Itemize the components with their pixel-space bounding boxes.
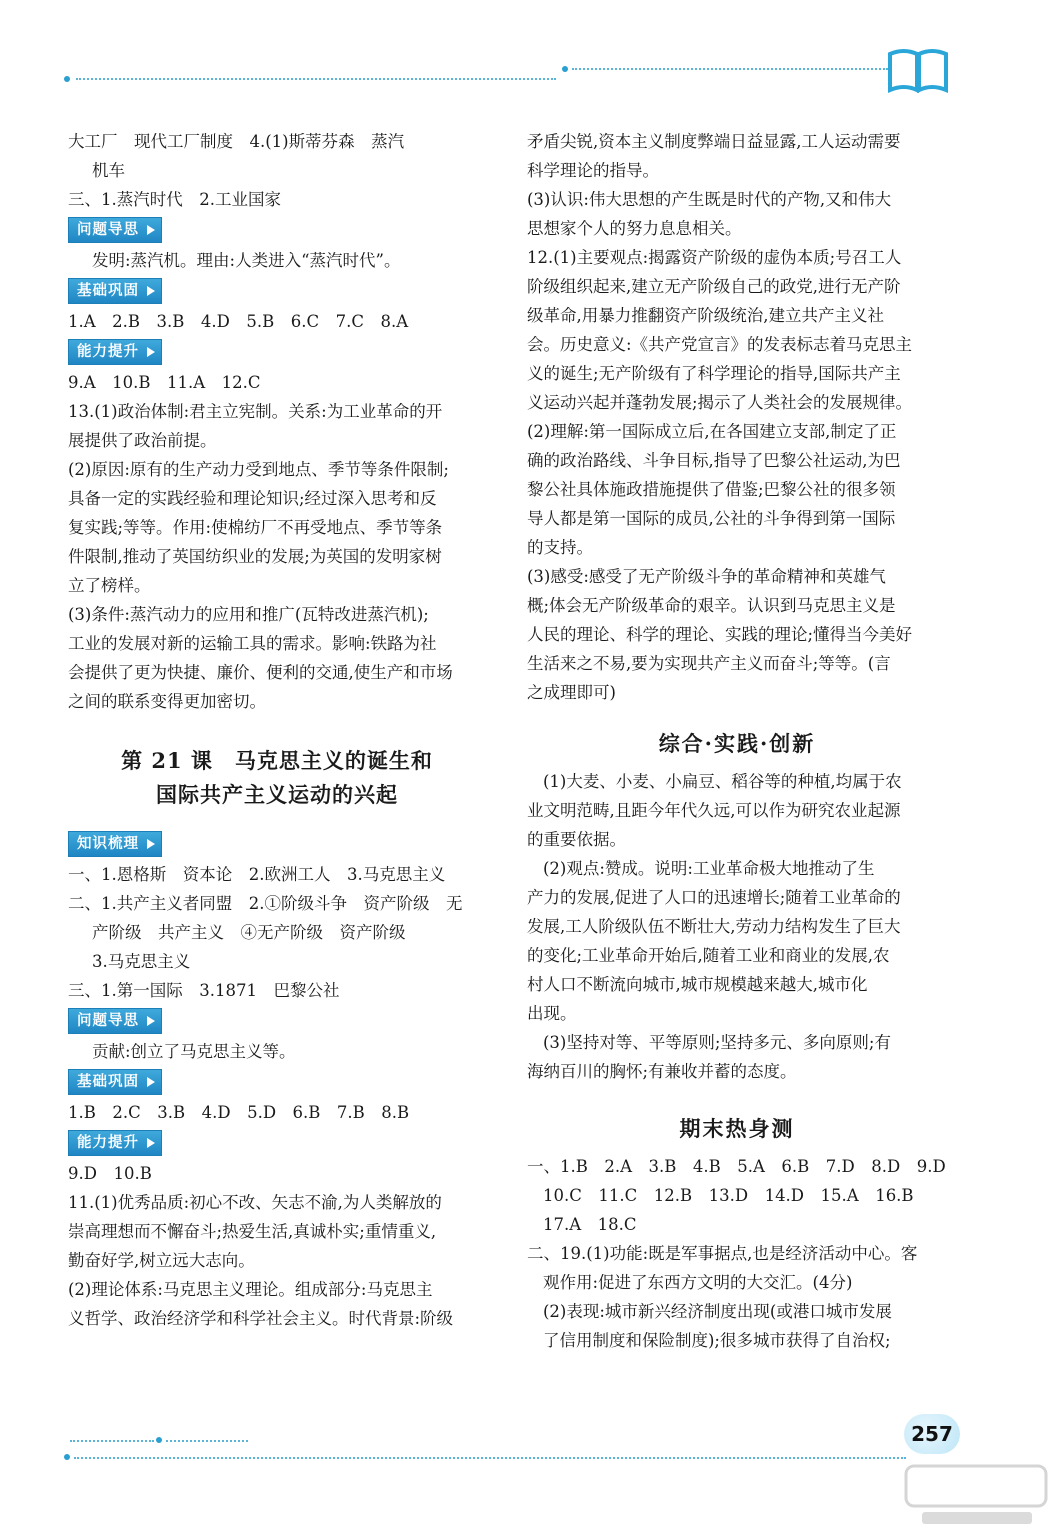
- answer-line: (3)条件:蒸汽动力的应用和推广(瓦特改进蒸汽机);: [68, 605, 429, 624]
- answer-block: [68, 397, 486, 716]
- answer-line: 9.D 10.B: [68, 1164, 152, 1183]
- answer-line: 义哲学、政治经济学和科学社会主义。时代背景:阶级: [68, 1309, 454, 1328]
- answer-block: [527, 1152, 947, 1355]
- open-book-icon: [886, 46, 950, 94]
- answer-line: 崇高理想而不懈奋斗;热爱生活,真诚朴实;重情重义,: [68, 1222, 437, 1241]
- answer-block: [527, 127, 947, 707]
- footer-dot: [64, 1454, 70, 1460]
- answer-line: 9.A 10.B 11.A 12.C: [68, 373, 261, 392]
- play-arrow-icon: [147, 286, 155, 296]
- answer-line: 机车: [92, 161, 125, 180]
- answer-line: (2)理论体系:马克思主义理论。组成部分:马克思主: [68, 1280, 433, 1299]
- answer-line: 10.C 11.C 12.B 13.D 14.D 15.A 16.B: [543, 1186, 914, 1205]
- answer-line: 的变化;工业革命开始后,随着工业和商业的发展,农: [527, 946, 890, 965]
- page-number: 257: [904, 1414, 960, 1454]
- section-tag: 能力提升: [68, 339, 162, 365]
- section-title: 期末热身测: [679, 1116, 795, 1141]
- footer-dotted-line: [166, 1440, 248, 1442]
- right-column: [527, 127, 947, 1355]
- answer-line: (1)大麦、小麦、小扁豆、稻谷等的种植,均属于农: [543, 772, 902, 791]
- answer-line: 二、19.(1)功能:既是军事据点,也是经济活动中心。客: [527, 1244, 918, 1263]
- answer-block: [527, 767, 947, 1086]
- answer-line: 展提供了政治前提。: [68, 431, 217, 450]
- header-dotted-line: [572, 68, 888, 70]
- answer-line: 发展,工人阶级队伍不断壮大,劳动力结构发生了巨大: [527, 917, 901, 936]
- footer-dot: [156, 1437, 162, 1443]
- answer-line: 海纳百川的胸怀;有兼收并蓄的态度。: [527, 1062, 797, 1081]
- answer-line: 义运动兴起并蓬勃发展;揭示了人类社会的发展规律。: [527, 393, 913, 412]
- section-tag: 问题导思: [68, 217, 162, 243]
- answer-line: 科学理论的指导。: [527, 161, 659, 180]
- answer-line: 村人口不断流向城市,城市规模越来越大,城市化: [527, 975, 868, 994]
- play-arrow-icon: [147, 1138, 155, 1148]
- answer-line: (2)观点:赞成。说明:工业革命极大地推动了生: [543, 859, 875, 878]
- play-arrow-icon: [147, 1077, 155, 1087]
- answer-line: 11.(1)优秀品质:初心不改、矢志不渝,为人类解放的: [68, 1193, 442, 1212]
- section-tag: 问题导思: [68, 1008, 162, 1034]
- answer-line: 观作用:促进了东西方文明的大交汇。(4分): [543, 1273, 853, 1292]
- answer-line: 业文明范畴,且距今年代久远,可以作为研究农业起源: [527, 801, 901, 820]
- answer-line: 概;体会无产阶级革命的艰辛。认识到马克思主义是: [527, 596, 896, 615]
- answer-line: 级革命,用暴力推翻资产阶级统治,建立共产主义社: [527, 306, 884, 325]
- answer-line: 二、1.共产主义者同盟 2.①阶级斗争 资产阶级 无: [68, 894, 463, 913]
- answer-line: (2)原因:原有的生产动力受到地点、季节等条件限制;: [68, 460, 449, 479]
- answer-block: [68, 860, 486, 1005]
- answer-line: 件限制,推动了英国纺织业的发展;为英国的发明家树: [68, 547, 442, 566]
- answer-line: (3)坚持对等、平等原则;坚持多元、多向原则;有: [543, 1033, 891, 1052]
- answer-line: 生活来之不易,要为实现共产主义而奋斗;等等。(言: [527, 654, 891, 673]
- answer-line: 勤奋好学,树立远大志向。: [68, 1251, 255, 1270]
- answer-line: 了信用制度和保险制度);很多城市获得了自治权;: [543, 1331, 891, 1350]
- section-tag: 知识梳理: [68, 831, 162, 857]
- answer-line: 产阶级 共产主义 ④无产阶级 资产阶级: [92, 923, 406, 942]
- answer-line: 之间的联系变得更加密切。: [68, 692, 266, 711]
- left-column: [68, 127, 486, 1333]
- answer-line: 立了榜样。: [68, 576, 151, 595]
- watermark-logo: [902, 1460, 1052, 1530]
- answer-line: 一、1.B 2.A 3.B 4.B 5.A 6.B 7.D 8.D 9.D: [527, 1157, 946, 1176]
- footer-dotted-line: [74, 1457, 906, 1459]
- answer-line: 1.B 2.C 3.B 4.D 5.D 6.B 7.B 8.B: [68, 1103, 410, 1122]
- play-arrow-icon: [147, 225, 155, 235]
- header-dotted-line: [76, 78, 556, 80]
- answer-line: 1.A 2.B 3.B 4.D 5.B 6.C 7.C 8.A: [68, 312, 409, 331]
- answer-line: 复实践;等等。作用:使棉纺厂不再受地点、季节等条: [68, 518, 443, 537]
- answer-line: (2)表现:城市新兴经济制度出现(或港口城市发展: [543, 1302, 892, 1321]
- answer-line: 导人都是第一国际的成员,公社的斗争得到第一国际: [527, 509, 896, 528]
- lesson-title: 第 21 课 马克思主义的诞生和 国际共产主义运动的兴起: [121, 748, 433, 807]
- answer-line: 义的诞生;无产阶级有了科学理论的指导,国际共产主: [527, 364, 901, 383]
- answer-line: 会。历史意义:《共产党宣言》的发表标志着马克思主: [527, 335, 913, 354]
- answer-line: 黎公社具体施政措施提供了借鉴;巴黎公社的很多领: [527, 480, 896, 499]
- answer-line: 3.马克思主义: [92, 952, 191, 971]
- play-arrow-icon: [147, 1016, 155, 1026]
- answer-line: 发明:蒸汽机。理由:人类进入“蒸汽时代”。: [92, 251, 401, 270]
- answer-line: 确的政治路线、斗争目标,指导了巴黎公社运动,为巴: [527, 451, 901, 470]
- play-arrow-icon: [147, 347, 155, 357]
- answer-line: 产力的发展,促进了人口的迅速增长;随着工业革命的: [527, 888, 901, 907]
- answer-line: 的支持。: [527, 538, 593, 557]
- answer-block: [68, 127, 486, 214]
- answer-line: 矛盾尖锐,资本主义制度弊端日益显露,工人运动需要: [527, 132, 901, 151]
- answer-line: 工业的发展对新的运输工具的需求。影响:铁路为社: [68, 634, 437, 653]
- answer-line: 大工厂 现代工厂制度 4.(1)斯蒂芬森 蒸汽: [68, 132, 405, 151]
- answer-line: 贡献:创立了马克思主义等。: [92, 1042, 296, 1061]
- answer-line: 具备一定的实践经验和理论知识;经过深入思考和反: [68, 489, 437, 508]
- answer-line: 三、1.第一国际 3.1871 巴黎公社: [68, 981, 340, 1000]
- answer-line: 12.(1)主要观点:揭露资产阶级的虚伪本质;号召工人: [527, 248, 902, 267]
- answer-line: 会提供了更为快捷、廉价、便利的交通,使生产和市场: [68, 663, 453, 682]
- section-tag: 基础巩固: [68, 1069, 162, 1095]
- header-dot: [562, 66, 568, 72]
- answer-line: 三、1.蒸汽时代 2.工业国家: [68, 190, 281, 209]
- play-arrow-icon: [147, 839, 155, 849]
- section-tag: 基础巩固: [68, 278, 162, 304]
- answer-line: 出现。: [527, 1004, 577, 1023]
- answer-block: [68, 1188, 486, 1333]
- footer-dotted-line: [70, 1440, 154, 1442]
- answer-line: 阶级组织起来,建立无产阶级自己的政党,进行无产阶: [527, 277, 901, 296]
- answer-line: 17.A 18.C: [543, 1215, 637, 1234]
- answer-line: (2)理解:第一国际成立后,在各国建立支部,制定了正: [527, 422, 897, 441]
- answer-line: 之成理即可): [527, 683, 616, 702]
- answer-line: 一、1.恩格斯 资本论 2.欧洲工人 3.马克思主义: [68, 865, 446, 884]
- answer-line: 思想家个人的努力息息相关。: [527, 219, 742, 238]
- answer-line: (3)感受:感受了无产阶级斗争的革命精神和英雄气: [527, 567, 886, 586]
- answer-line: 人民的理论、科学的理论、实践的理论;懂得当今美好: [527, 625, 913, 644]
- answer-line: (3)认识:伟大思想的产生既是时代的产物,又和伟大: [527, 190, 892, 209]
- answer-line: 13.(1)政治体制:君主立宪制。关系:为工业革命的开: [68, 402, 443, 421]
- section-title: 综合·实践·创新: [658, 731, 816, 756]
- answer-line: 的重要依据。: [527, 830, 626, 849]
- section-tag: 能力提升: [68, 1130, 162, 1156]
- header-dot: [64, 76, 70, 82]
